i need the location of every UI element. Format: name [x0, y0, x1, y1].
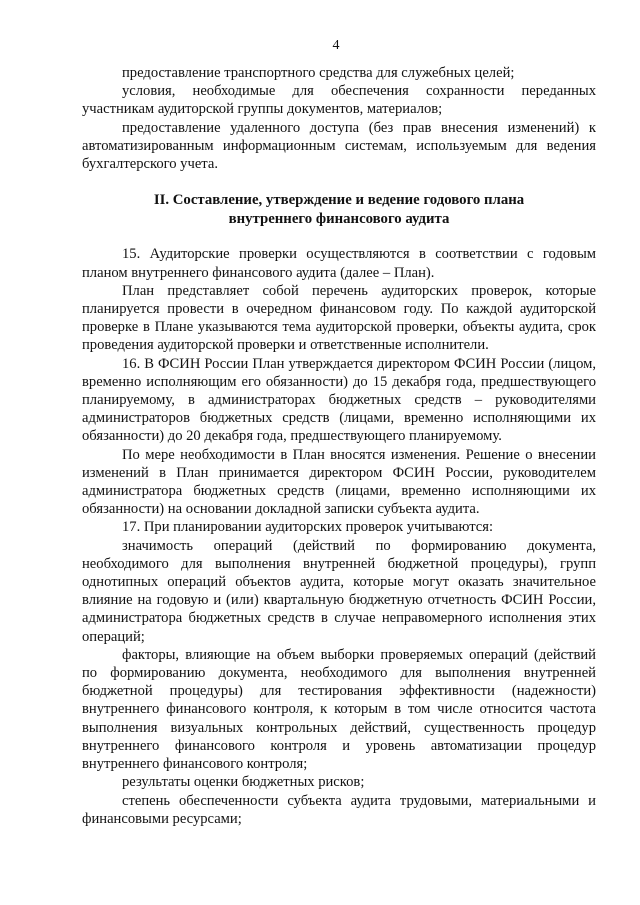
- paragraph-17: 17. При планировании аудиторских проверок учитываются:: [122, 519, 494, 536]
- paragraph-sample-factors: факторы, влияющие на объем выборки проверяемых операций (действий по формированию документа, необходимого для выполнения внутренней бюджетной процедуры) для тестирования эффективности (надежности) внутреннего финансового контроля, к которым в том числе относится частота выполнения визуальных контрольных действий, существенность процедур внутреннего финансового контроля и уровень автоматизации процедур внутреннего финансового контроля;: [82, 646, 596, 773]
- paragraph-significance: значимость операций (действий по формированию документа, необходимого для выполнения внутренней бюджетной процедуры), групп однотипных операций объектов аудита, которые могут оказать значительное влияние на годовую и (или) квартальную бюджетную отчетность ФСИН России, администратора бюджетных средств в случае неправомерного исполнения этих операций;: [82, 537, 596, 645]
- section-heading: [82, 191, 596, 228]
- paragraph-16: 16. В ФСИН России План утверждается директором ФСИН России (лицом, временно исполняющим его обязанности) до 15 декабря года, предшествующего планируемому, в администраторах бюджетных средств – руководителями администраторов бюджетных средств (лицами, временно исполняющими их обязанности) до 20 декабря года, предшествующего планируемому.: [82, 355, 596, 445]
- paragraph-plan-description: План представляет собой перечень аудиторских проверок, которые планируется провести в очередном финансовом году. По каждой аудиторской проверке в Плане указываются тема аудиторской проверки, объекты аудита, срок проведения аудиторской проверки и ответственные исполнители.: [82, 282, 596, 354]
- section-heading-line2: внутреннего финансового аудита: [228, 210, 450, 227]
- section-heading-line1: II. Составление, утверждение и ведение годового плана: [153, 192, 525, 209]
- paragraph-resources: степень обеспеченности субъекта аудита трудовыми, материальными и финансовыми ресурсами;: [82, 792, 596, 827]
- document-body: [82, 64, 596, 828]
- paragraph-plan-changes: По мере необходимости в План вносятся изменения. Решение о внесении изменений в План принимается директором ФСИН России, руководителем администратора бюджетных средств (лицами, временно исполняющими их обязанности) на основании докладной записки субъекта аудита.: [82, 446, 596, 518]
- paragraph-transport: предоставление транспортного средства для служебных целей;: [122, 65, 515, 81]
- paragraph-conditions: условия, необходимые для обеспечения сохранности переданных участникам аудиторской группы документов, материалов;: [82, 83, 596, 118]
- page-number: 4: [332, 38, 340, 53]
- paragraph-risk-results: результаты оценки бюджетных рисков;: [122, 774, 365, 791]
- paragraph-15: 15. Аудиторские проверки осуществляются в соответствии с годовым планом внутреннего финансового аудита (далее – План).: [82, 246, 596, 281]
- paragraph-remote-access: предоставление удаленного доступа (без прав внесения изменений) к автоматизированным информационным системам, используемым для ведения бухгалтерского учета.: [82, 119, 596, 173]
